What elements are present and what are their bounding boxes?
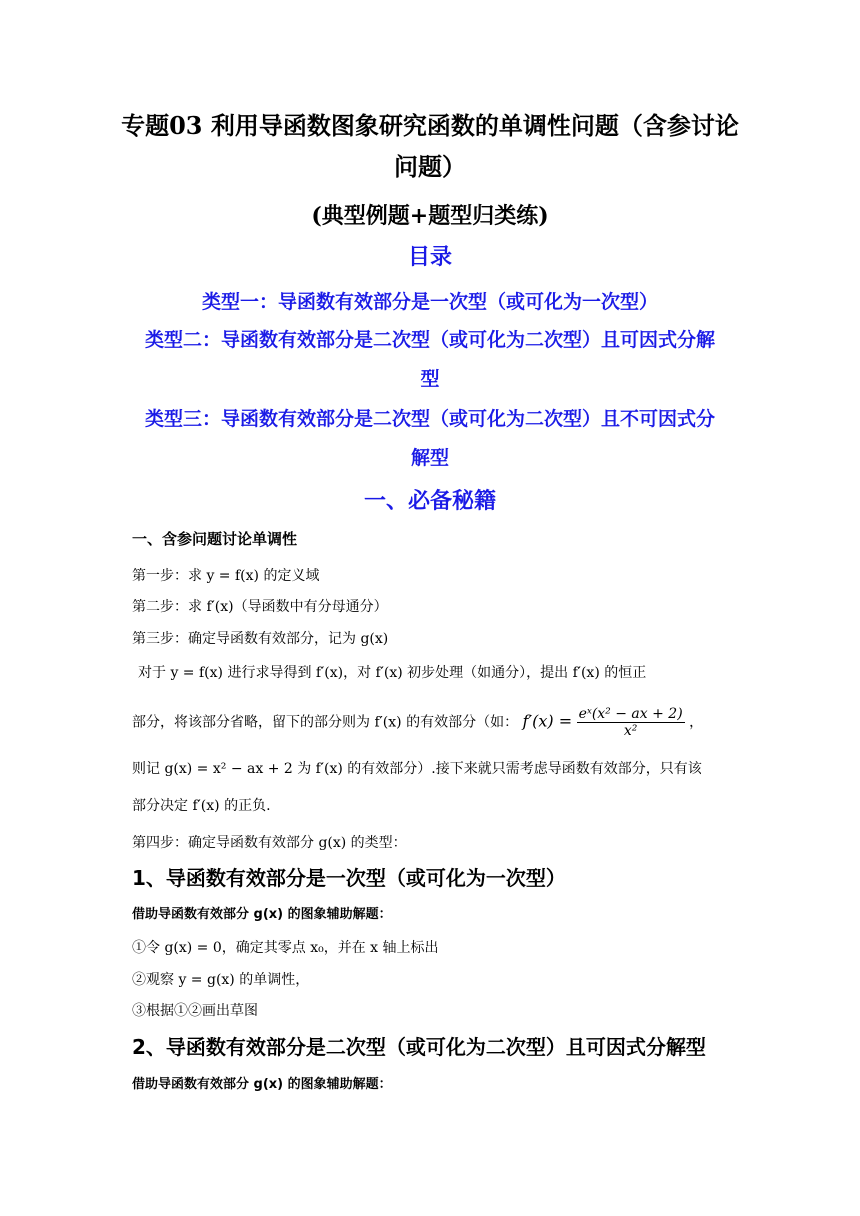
- type1-heading: 1、导函数有效部分是一次型（或可化为一次型）: [132, 866, 566, 890]
- paragraph-4: 部分决定 f′(x) 的正负.: [132, 798, 271, 814]
- type1-item-1: ①令 g(x) = 0，确定其零点 x₀，并在 x 轴上标出: [132, 940, 439, 956]
- type2-heading: 2、导函数有效部分是二次型（或可化为二次型）且可因式分解型: [132, 1035, 706, 1059]
- type1-subheading: 借助导函数有效部分 g(x) 的图象辅助解题：: [132, 907, 392, 922]
- toc-item-type2-cont[interactable]: 型: [420, 368, 440, 390]
- toc-item-type3[interactable]: 类型三：导函数有效部分是二次型（或可化为二次型）且不可因式分: [144, 408, 715, 430]
- paragraph-3: 则记 g(x) = x² − ax + 2 为 f′(x) 的有效部分）.接下来就只需考虑导函数有效部分，只有该: [132, 761, 702, 777]
- type1-item-3: ③根据①②画出草图: [132, 1003, 258, 1019]
- step-4: 第四步：确定导函数有效部分 g(x) 的类型：: [132, 835, 407, 851]
- doc-subtitle: (典型例题+题型归类练): [311, 203, 549, 229]
- paragraph-1: 对于 y = f(x) 进行求导得到 f′(x)，对 f′(x) 初步处理（如通分），提出 f′(x) 的恒正: [138, 665, 647, 681]
- derivative-fraction: [577, 706, 685, 739]
- doc-title-line1: 专题03 利用导函数图象研究函数的单调性问题（含参讨论: [121, 111, 739, 140]
- paragraph-2-end: ，: [689, 714, 704, 731]
- doc-title-line2: 问题）: [394, 152, 466, 181]
- fraction-denominator: x²: [623, 723, 638, 739]
- paragraph-2-text: 部分，将该部分省略，留下的部分则为 f′(x) 的有效部分（如：: [132, 714, 519, 731]
- toc-item-type1[interactable]: 类型一：导函数有效部分是一次型（或可化为一次型）: [201, 291, 658, 313]
- type2-subheading: 借助导函数有效部分 g(x) 的图象辅助解题：: [132, 1077, 392, 1092]
- step-3: 第三步：确定导函数有效部分，记为 g(x): [132, 631, 389, 647]
- type1-item-2: ②观察 y = g(x) 的单调性，: [132, 972, 310, 988]
- fraction-numerator: eˣ(x² − ax + 2): [578, 706, 683, 722]
- toc-item-type2[interactable]: 类型二：导函数有效部分是二次型（或可化为二次型）且可因式分解: [144, 329, 715, 351]
- step-2: 第二步：求 f′(x)（导函数中有分母通分）: [132, 599, 388, 615]
- paragraph-2: [132, 706, 703, 739]
- content-heading: 一、含参问题讨论单调性: [132, 530, 298, 548]
- toc-item-type3-cont[interactable]: 解型: [410, 447, 449, 469]
- section-heading: 一、必备秘籍: [363, 489, 496, 514]
- step-1: 第一步：求 y = f(x) 的定义域: [132, 568, 320, 584]
- toc-heading: 目录: [407, 245, 452, 270]
- derivative-lhs: f′(x) =: [522, 711, 573, 731]
